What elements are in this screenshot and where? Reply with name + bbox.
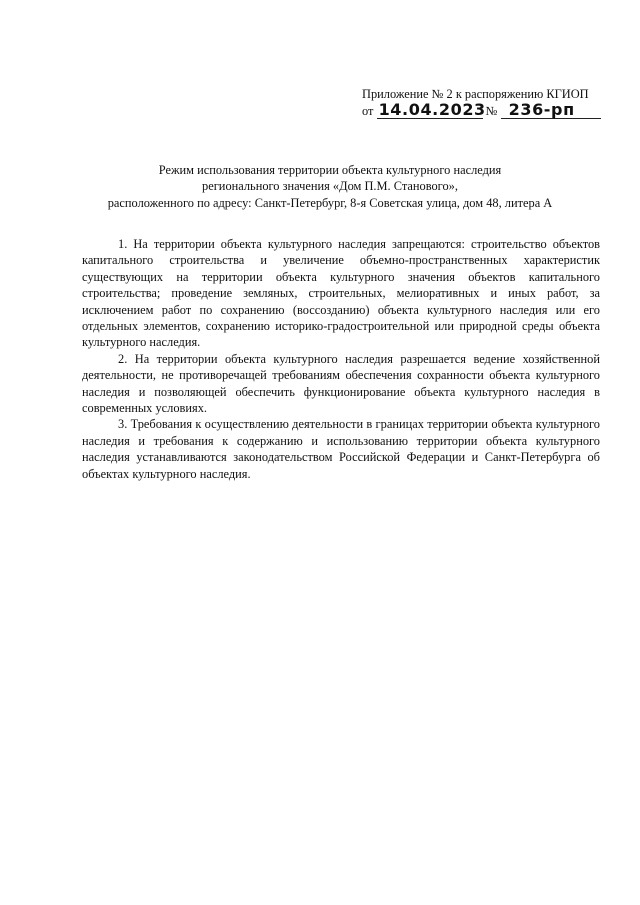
document-body [82, 236, 600, 482]
document-title [60, 162, 600, 211]
annex-title: Приложение № 2 к распоряжению КГИОП [362, 87, 589, 101]
handwritten-date: 14.04.2023 [378, 100, 486, 120]
title-line-1: Режим использования территории объекта культурного наследия [158, 163, 502, 177]
handwritten-number: 236-рп [501, 102, 601, 119]
paragraph-1: 1. На территории объекта культурного наследия запрещаются: строительство объектов капитального строительства и увеличение объемно-пространственных характеристик существующих на территории объекта культурного значения объектов капитального строительства; проведение земляных, строительных, мелиоративных и иных работ, за исключением работ по сохранению (воссозданию) объекта культурного наследия или его отдельных элементов, сохранению историко-градостроительной или природной среды объекта культурного наследия. [82, 237, 600, 350]
title-line-2: регионального значения «Дом П.М. Станового», [202, 179, 458, 194]
from-label: от [362, 104, 374, 119]
annex-header [362, 86, 612, 120]
paragraph-2: 2. На территории объекта культурного наследия разрешается ведение хозяйственной деятельности, не противоречащей требованиям обеспечения сохранности объекта культурного наследия и позволяющей обеспечить функционирование объекта культурного наследия в современных условиях. [82, 351, 600, 416]
paragraph-3: 3. Требования к осуществлению деятельности в границах территории объекта культурного наследия и требования к содержанию и использованию территории объекта культурного наследия устанавливаются законодательством Российской Федерации и Санкт-Петербурга об объектах культурного наследия. [82, 417, 600, 481]
number-label: № [485, 104, 498, 119]
annex-date-number-line [362, 102, 612, 119]
title-line-3: расположенного по адресу: Санкт-Петербург, 8-я Советская улица, дом 48, литера А [107, 195, 553, 210]
